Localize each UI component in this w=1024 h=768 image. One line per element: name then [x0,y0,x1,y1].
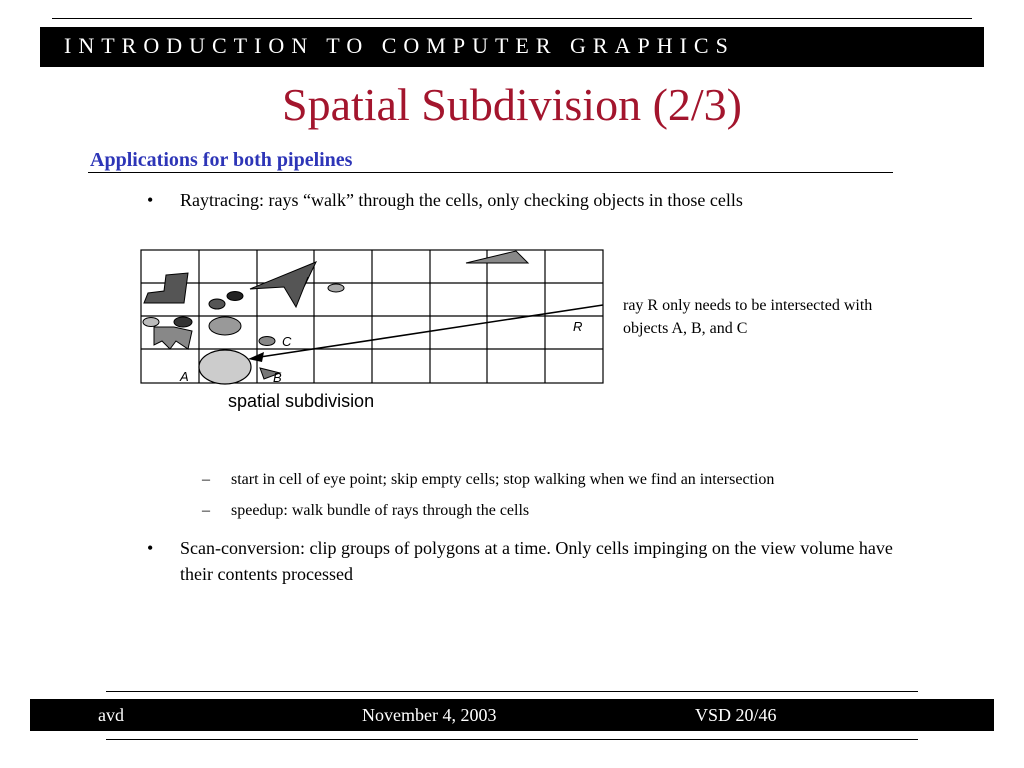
bullet-marker: • [147,190,154,210]
object-c [259,337,275,346]
object-a [199,350,251,384]
footer-top-rule [106,691,918,692]
label-c: C [282,334,292,349]
subtitle-rule [88,172,893,173]
triangle-object [466,251,528,263]
bullet-text: Scan-conversion: clip groups of polygons at a time. Only cells impinging on the view volume have their contents processed [180,538,893,584]
label-b: B [273,370,282,385]
sub-bullet-speedup [202,502,931,520]
header-bar [40,27,984,67]
sub-bullet-text: speedup: walk bundle of rays through the cells [231,502,530,519]
course-title: INTRODUCTION TO COMPUTER GRAPHICS [64,33,735,58]
polygon-object [144,273,188,303]
footer-author: avd [98,705,124,725]
circle-object [143,318,159,327]
bullet-text: Raytracing: rays “walk” through the cells, only checking objects in those cells [180,190,743,210]
label-a: A [180,369,189,384]
circle-object [209,299,225,309]
dash-marker: – [202,471,210,488]
polygon-object [250,262,316,307]
figure-note: ray R only needs to be intersected with objects A, B, and C [623,297,873,337]
footer-bottom-rule [106,739,918,740]
circle-object [174,317,192,327]
grid-diagram [136,245,616,415]
bullet-scan-conversion [147,535,925,587]
bullet-marker: • [147,538,154,558]
footer-page-number: VSD 20/46 [695,705,777,725]
footer-date: November 4, 2003 [362,705,497,725]
sub-bullet-text: start in cell of eye point; skip empty cells; stop walking when we find an intersection [231,471,775,488]
polygon-object [154,327,192,349]
circle-object [209,317,241,335]
circle-object [328,284,344,292]
top-rule [52,18,972,19]
label-r: R [573,319,583,334]
footer-bar [30,699,994,731]
figure-caption: spatial subdivision [228,391,375,411]
dash-marker: – [202,502,210,519]
ray-arrowhead [248,352,264,362]
slide-title: Spatial Subdivision (2/3) [282,79,742,130]
bullet-raytracing [147,187,920,213]
circle-object [227,292,243,301]
sub-bullet-start-cell [202,471,931,489]
spatial-subdivision-figure [136,245,616,415]
section-subtitle: Applications for both pipelines [90,149,353,171]
